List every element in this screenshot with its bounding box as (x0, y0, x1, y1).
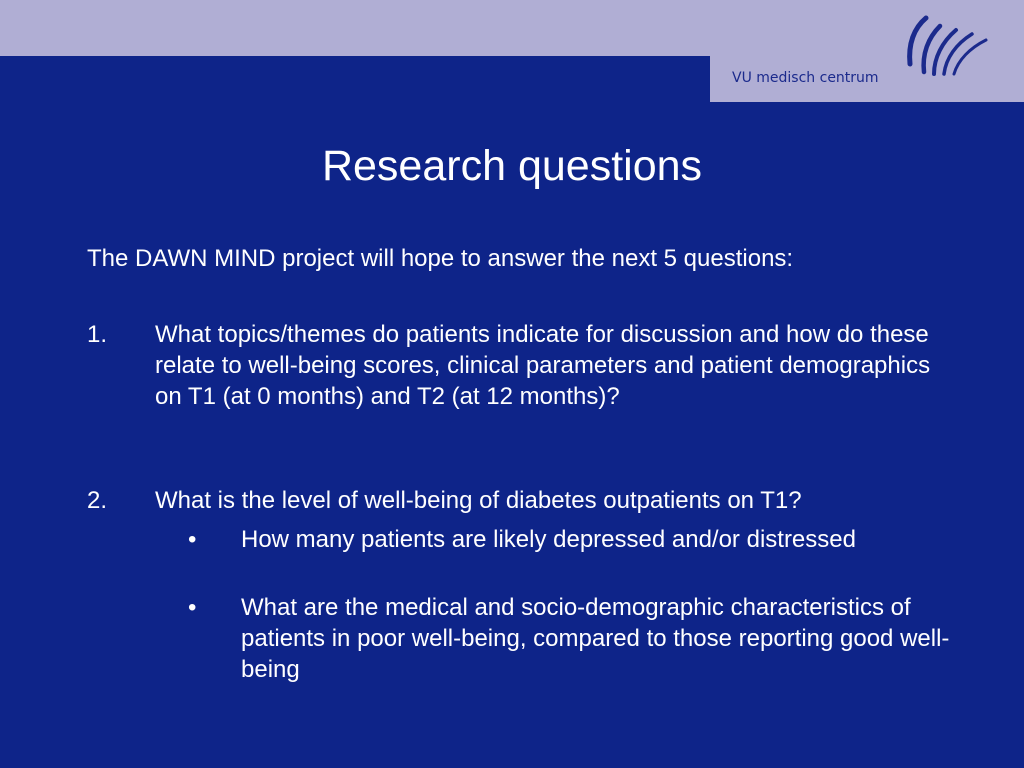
sub-question-item (188, 524, 958, 555)
question-text: What is the level of well-being of diabetes outpatients on T1? (155, 487, 802, 514)
question-item-1 (87, 319, 947, 412)
sub-question-text: What are the medical and socio-demographic characteristics of patients in poor well-being, compared to those reporting good well-being (241, 594, 950, 683)
bullet-icon: • (188, 594, 197, 621)
logo-text: VU medisch centrum (732, 70, 879, 86)
sub-question-text: How many patients are likely depressed and/or distressed (241, 526, 856, 553)
vumc-wave-logo-icon (900, 12, 992, 84)
slide-title: Research questions (321, 142, 703, 190)
intro-text: The DAWN MIND project will hope to answer the next 5 questions: (87, 245, 794, 272)
bullet-icon: • (188, 526, 197, 553)
question-item-2 (87, 485, 947, 516)
sub-question-item (188, 592, 958, 685)
question-number: 2. (87, 487, 108, 514)
question-text: What topics/themes do patients indicate for discussion and how do these relate to well-being scores, clinical parameters and patient demographics on T1 (at 0 months) and T2 (at 12 months)? (155, 321, 931, 410)
question-number: 1. (87, 321, 108, 348)
